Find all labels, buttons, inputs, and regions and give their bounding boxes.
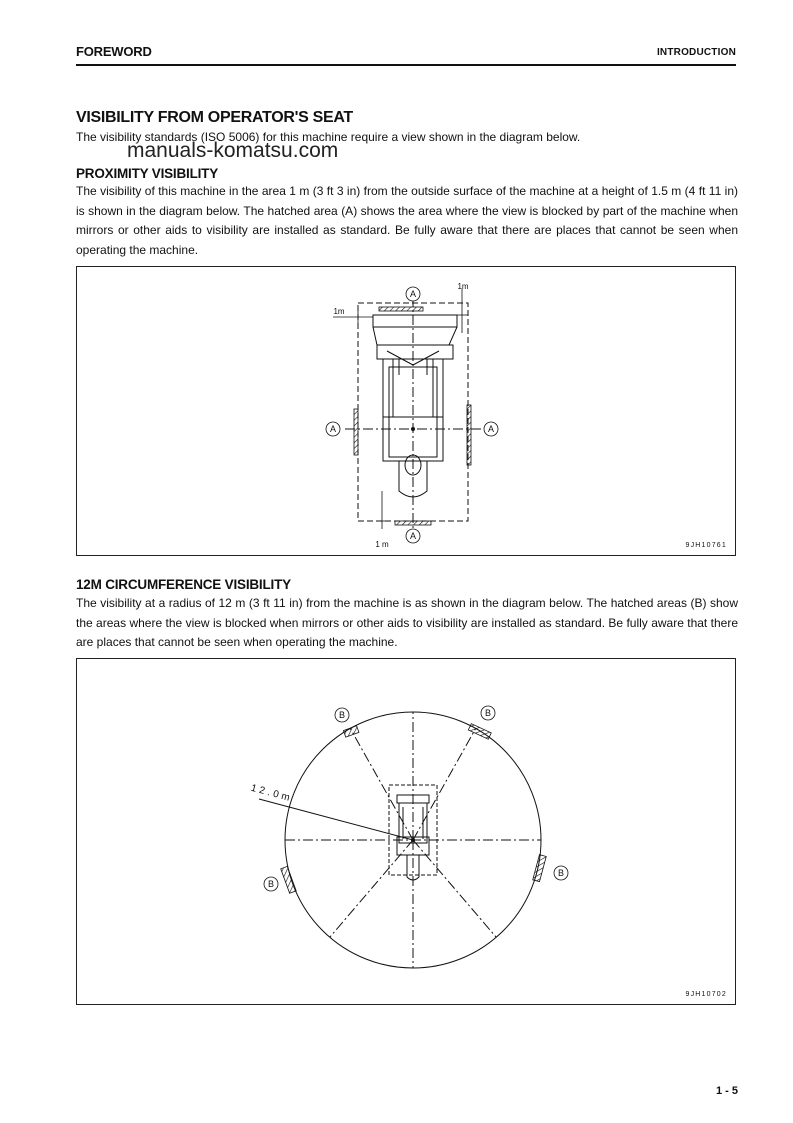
circumference-figure [76, 658, 736, 1005]
header-chapter-title: INTRODUCTION [656, 47, 736, 58]
watermark: manuals-komatsu.com [127, 139, 339, 162]
area-label-nw: B [338, 710, 346, 720]
area-label-sw: B [267, 879, 275, 889]
area-label-ne: B [484, 708, 492, 718]
dim-label-top: 1m [457, 282, 469, 291]
dim-label-bottom: 1 m [375, 540, 389, 549]
area-label-top: A [409, 289, 417, 299]
proximity-diagram [77, 267, 737, 557]
radius-label: 12.0m [249, 782, 294, 805]
circumference-diagram [77, 659, 737, 1006]
figure-code: 9JH10761 [685, 542, 727, 549]
page-number: 1 - 5 [715, 1085, 738, 1097]
intro-paragraph: The visibility standards (ISO 5006) for this machine require a view shown in the diagram below. [76, 130, 581, 144]
circumference-paragraph: The visibility at a radius of 12 m (3 ft 11 in) from the machine is as shown in the diagram below. The hatched areas (B) show the areas where the view is blocked when mirrors or other aids to visibility are installed as standard. Be fully aware that there are places that cannot be seen when operating the machine. [76, 596, 738, 649]
figure-code-2: 9JH10702 [685, 991, 727, 998]
header-rule [76, 64, 736, 66]
area-label-left: A [329, 424, 337, 434]
page-title: VISIBILITY FROM OPERATOR'S SEAT [76, 109, 353, 126]
circumference-heading: 12M CIRCUMFERENCE VISIBILITY [76, 577, 291, 592]
proximity-paragraph: The visibility of this machine in the area 1 m (3 ft 3 in) from the outside surface of the machine at a height of 1.5 m (4 ft 11 in) is shown in the diagram below. The hatched area (A) shows the area where the view is blocked by part of the machine when mirrors or other aids to visibility are installed as standard. Be fully aware that there are places that cannot be seen when operating the machine. [76, 184, 738, 257]
header-section-title: FOREWORD [76, 44, 152, 59]
area-label-se: B [557, 868, 565, 878]
dim-label-left: 1m [333, 307, 345, 316]
proximity-heading: PROXIMITY VISIBILITY [76, 166, 219, 181]
area-label-right: A [487, 424, 495, 434]
area-label-bottom: A [409, 531, 417, 541]
proximity-figure [76, 266, 736, 556]
